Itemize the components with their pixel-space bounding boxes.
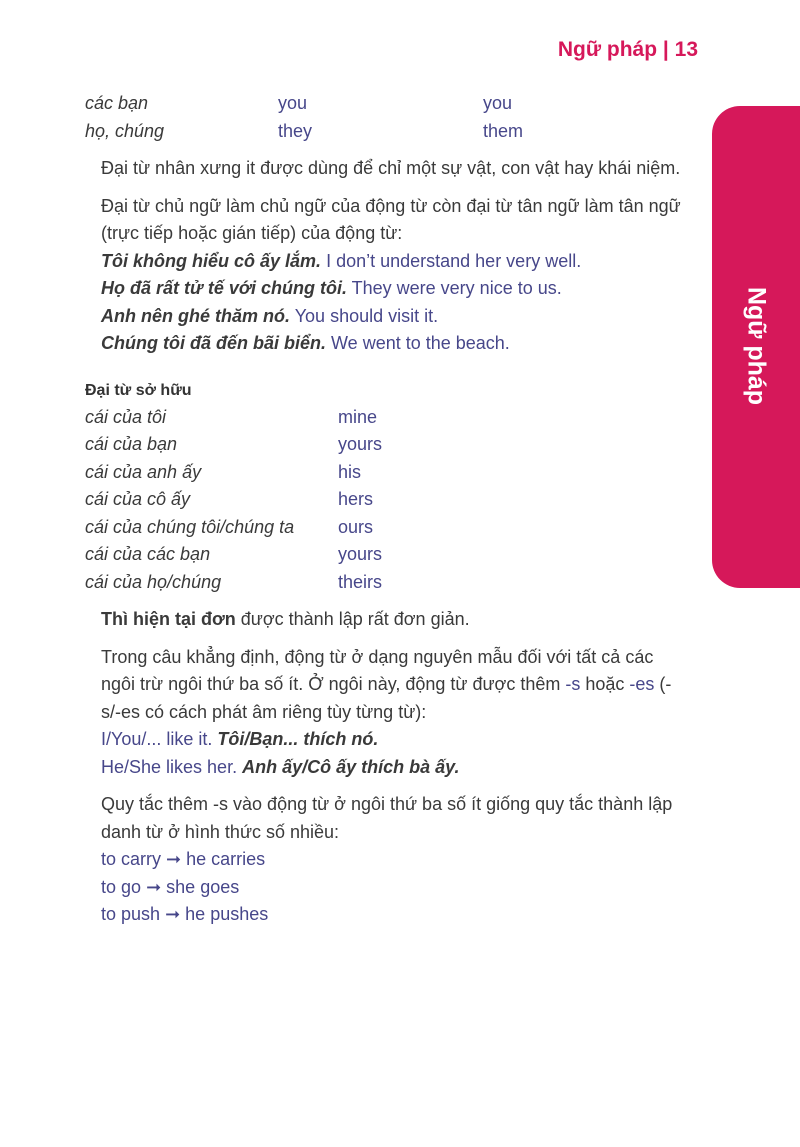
like-example-item <box>101 754 685 782</box>
pronoun-vi: họ, chúng <box>85 120 165 141</box>
verb-base: to push <box>101 904 161 924</box>
example-item <box>101 275 685 303</box>
pronoun-subject: you <box>278 93 308 113</box>
possessive-vi: cái của họ/chúng <box>85 571 222 592</box>
example-vi: Anh nên ghé thăm nó. <box>101 305 290 326</box>
present-simple-rest: được thành lập rất đơn giản. <box>235 609 470 629</box>
verb-example-item <box>101 901 685 929</box>
affirmative-mid: hoặc <box>580 674 630 694</box>
example-vi: Họ đã rất tử tế với chúng tôi. <box>101 278 347 298</box>
pronoun-vi: các bạn <box>85 93 149 113</box>
affirmative-suffix-es: -es <box>629 674 655 694</box>
possessive-row <box>85 541 685 569</box>
arrow-icon: ➞ <box>166 849 182 869</box>
pronoun-object: you <box>483 93 513 113</box>
possessive-row <box>85 486 685 514</box>
like-example-en: I/You/... like it. <box>101 729 213 749</box>
possessive-vi: cái của anh ấy <box>85 461 202 482</box>
example-vi: Tôi không hiểu cô ấy lắm. <box>101 250 322 271</box>
example-item <box>101 330 685 358</box>
possessive-vi: cái của tôi <box>85 406 167 427</box>
present-simple-term: Thì hiện tại đơn <box>101 609 236 629</box>
verb-example-item <box>101 874 685 902</box>
possessive-row <box>85 459 685 487</box>
possessive-row <box>85 514 685 542</box>
possessive-vi: cái của bạn <box>85 434 178 454</box>
pronoun-row <box>85 118 685 146</box>
possessive-row <box>85 431 685 459</box>
affirmative-suffix-s: -s <box>565 674 581 694</box>
paragraph-rule: Quy tắc thêm -s vào động từ ở ngôi thứ ba số ít giống quy tắc thành lập danh từ ở hình thức số nhiều: <box>101 794 673 842</box>
like-example-en: He/She likes her. <box>101 756 238 777</box>
possessive-en: mine <box>338 406 378 427</box>
header-separator: | <box>662 38 669 61</box>
verb-example-item <box>101 846 685 874</box>
verb-result: she goes <box>166 876 240 897</box>
like-example-list <box>85 726 685 781</box>
like-example-vi: Anh ấy/Cô ấy thích bà ấy. <box>242 756 460 777</box>
pronoun-object: them <box>483 120 524 141</box>
example-item <box>101 303 685 331</box>
possessive-en: theirs <box>338 571 383 592</box>
possessive-vi: cái của cô ấy <box>85 489 191 509</box>
possessive-en: yours <box>338 434 383 454</box>
page-number: 13 <box>674 38 698 61</box>
example-item <box>101 248 685 276</box>
arrow-icon: ➞ <box>146 876 162 897</box>
like-example-vi: Tôi/Bạn... thích nó. <box>217 729 379 749</box>
page-content <box>85 90 685 929</box>
verb-result: he pushes <box>185 904 269 924</box>
example-en: I don’t understand her very well. <box>326 250 582 271</box>
paragraph-present-simple <box>85 606 685 634</box>
example-en: You should visit it. <box>294 305 439 326</box>
like-example-item <box>101 726 685 754</box>
possessive-heading: Đại từ sở hữu <box>85 381 192 399</box>
possessive-row <box>85 404 685 432</box>
example-vi: Chúng tôi đã đến bãi biển. <box>101 333 326 353</box>
paragraph-affirmative <box>85 644 685 727</box>
possessive-en: ours <box>338 516 374 537</box>
possessive-vi: cái của các bạn <box>85 544 211 564</box>
paragraph-subject-object: Đại từ chủ ngữ làm chủ ngữ của động từ còn đại từ tân ngữ làm tân ngữ (trực tiếp hoặc gián tiếp) của động từ: <box>101 195 681 243</box>
possessive-en: his <box>338 461 362 482</box>
side-tab-label: Ngữ pháp <box>742 286 771 406</box>
verb-base: to carry <box>101 849 162 869</box>
possessive-en: yours <box>338 544 383 564</box>
verb-result: he carries <box>186 849 266 869</box>
affirmative-after: (-s/-es có cách phát âm riêng tùy từng từ): <box>101 674 672 722</box>
verb-example-list <box>85 846 685 929</box>
possessive-vi: cái của chúng tôi/chúng ta <box>85 516 295 537</box>
pronoun-subject: they <box>278 120 313 141</box>
possessive-en: hers <box>338 489 374 509</box>
paragraph-it: Đại từ nhân xưng it được dùng để chỉ một sự vật, con vật hay khái niệm. <box>101 158 681 178</box>
section-title: Ngữ pháp <box>557 38 658 61</box>
verb-base: to go <box>101 876 142 897</box>
possessive-row <box>85 569 685 597</box>
arrow-icon: ➞ <box>165 904 181 924</box>
page-header <box>558 38 698 62</box>
affirmative-before: Trong câu khẳng định, động từ ở dạng nguyên mẫu đối với tất cả các ngôi trừ ngôi thứ ba số ít. Ở ngôi này, động từ được thêm <box>101 646 654 694</box>
example-en: We went to the beach. <box>331 333 510 353</box>
pronoun-row <box>85 90 685 118</box>
example-list <box>85 248 685 358</box>
example-en: They were very nice to us. <box>351 278 562 298</box>
